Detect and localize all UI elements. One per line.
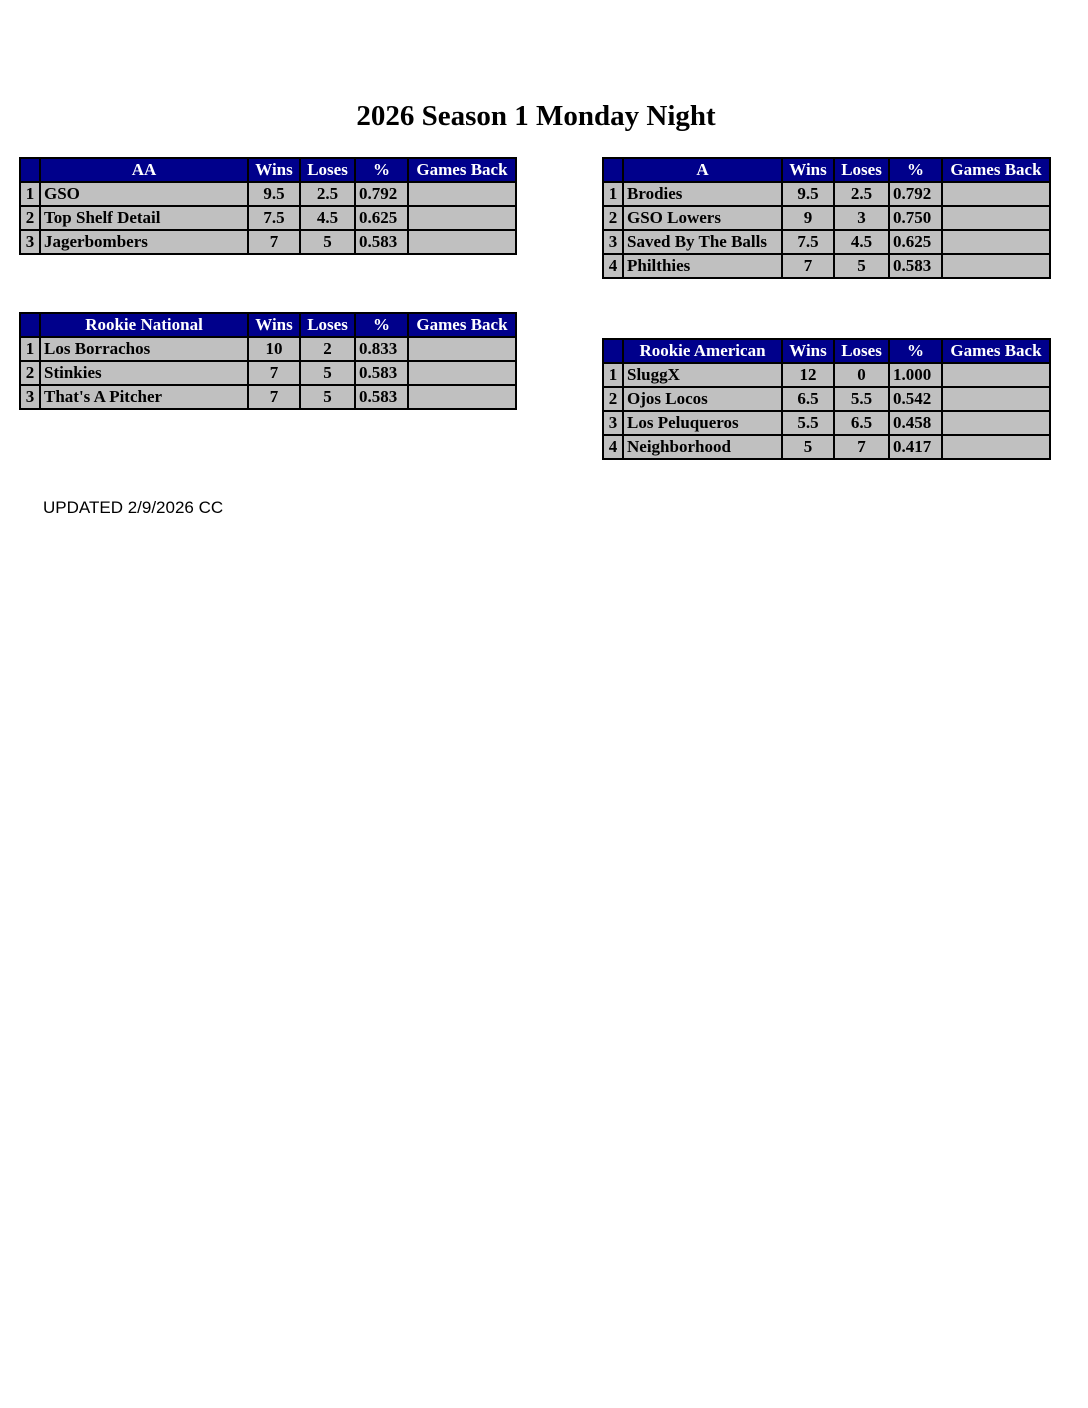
loses-cell: 2.5 — [300, 182, 355, 206]
games-back-header: Games Back — [942, 339, 1050, 363]
wins-cell: 7 — [248, 385, 300, 409]
wins-cell: 12 — [782, 363, 834, 387]
games-back-cell — [408, 385, 516, 409]
table-row — [20, 206, 516, 230]
loses-cell: 4.5 — [834, 230, 889, 254]
team-cell: Neighborhood — [623, 435, 782, 459]
wins-cell: 9.5 — [248, 182, 300, 206]
loses-cell: 4.5 — [300, 206, 355, 230]
rank-cell: 1 — [603, 182, 623, 206]
games-back-cell — [408, 337, 516, 361]
rank-cell: 3 — [20, 230, 40, 254]
team-cell: Los Peluqueros — [623, 411, 782, 435]
table-row — [20, 361, 516, 385]
games-back-cell — [942, 182, 1050, 206]
loses-cell: 5.5 — [834, 387, 889, 411]
loses-cell: 5 — [834, 254, 889, 278]
wins-cell: 9.5 — [782, 182, 834, 206]
team-cell: That's A Pitcher — [40, 385, 248, 409]
wins-cell: 7.5 — [782, 230, 834, 254]
games-back-cell — [942, 363, 1050, 387]
pct-cell: 0.625 — [889, 230, 942, 254]
table-row — [603, 182, 1050, 206]
games-back-header: Games Back — [408, 313, 516, 337]
games-back-cell — [942, 435, 1050, 459]
games-back-cell — [942, 206, 1050, 230]
table-row — [603, 230, 1050, 254]
pct-header: % — [355, 158, 408, 182]
team-cell: Top Shelf Detail — [40, 206, 248, 230]
rank-cell: 4 — [603, 254, 623, 278]
wins-cell: 5.5 — [782, 411, 834, 435]
rank-cell: 2 — [603, 387, 623, 411]
table-header-row — [603, 158, 1050, 182]
games-back-cell — [408, 182, 516, 206]
pct-cell: 0.458 — [889, 411, 942, 435]
team-cell: Jagerbombers — [40, 230, 248, 254]
wins-header: Wins — [782, 158, 834, 182]
standings-table-rookie-american — [602, 338, 1051, 460]
table-row — [603, 387, 1050, 411]
loses-cell: 5 — [300, 361, 355, 385]
rank-header — [603, 158, 623, 182]
loses-cell: 3 — [834, 206, 889, 230]
table-header-row — [20, 313, 516, 337]
loses-header: Loses — [300, 158, 355, 182]
rank-header — [20, 158, 40, 182]
games-back-header: Games Back — [408, 158, 516, 182]
games-back-cell — [942, 230, 1050, 254]
loses-cell: 6.5 — [834, 411, 889, 435]
wins-header: Wins — [248, 313, 300, 337]
games-back-cell — [942, 254, 1050, 278]
loses-cell: 5 — [300, 385, 355, 409]
wins-cell: 5 — [782, 435, 834, 459]
division-header: AA — [40, 158, 248, 182]
division-header: A — [623, 158, 782, 182]
wins-cell: 10 — [248, 337, 300, 361]
pct-header: % — [889, 339, 942, 363]
standings-table-rookie-national — [19, 312, 517, 410]
standings-table-aa — [19, 157, 517, 255]
page-title: 2026 Season 1 Monday Night — [356, 100, 716, 132]
pct-cell: 0.542 — [889, 387, 942, 411]
rank-cell: 3 — [20, 385, 40, 409]
pct-cell: 1.000 — [889, 363, 942, 387]
rank-cell: 2 — [20, 206, 40, 230]
rank-header — [603, 339, 623, 363]
wins-header: Wins — [248, 158, 300, 182]
rank-cell: 3 — [603, 230, 623, 254]
team-cell: GSO — [40, 182, 248, 206]
team-cell: Brodies — [623, 182, 782, 206]
table-row — [20, 337, 516, 361]
wins-cell: 6.5 — [782, 387, 834, 411]
table-row — [603, 254, 1050, 278]
pct-cell: 0.833 — [355, 337, 408, 361]
pct-cell: 0.583 — [355, 385, 408, 409]
division-header: Rookie American — [623, 339, 782, 363]
loses-cell: 0 — [834, 363, 889, 387]
loses-cell: 5 — [300, 230, 355, 254]
table-header-row — [603, 339, 1050, 363]
games-back-cell — [942, 387, 1050, 411]
loses-header: Loses — [834, 339, 889, 363]
pct-cell: 0.583 — [355, 361, 408, 385]
games-back-cell — [942, 411, 1050, 435]
pct-header: % — [355, 313, 408, 337]
pct-header: % — [889, 158, 942, 182]
table-header-row — [20, 158, 516, 182]
team-cell: Ojos Locos — [623, 387, 782, 411]
rank-cell: 2 — [603, 206, 623, 230]
rank-cell: 1 — [20, 337, 40, 361]
table-row — [603, 206, 1050, 230]
loses-cell: 2 — [300, 337, 355, 361]
wins-cell: 7 — [782, 254, 834, 278]
rank-cell: 2 — [20, 361, 40, 385]
pct-cell: 0.792 — [889, 182, 942, 206]
team-cell: Philthies — [623, 254, 782, 278]
table-row — [20, 182, 516, 206]
games-back-cell — [408, 361, 516, 385]
loses-cell: 2.5 — [834, 182, 889, 206]
loses-header: Loses — [834, 158, 889, 182]
rank-cell: 1 — [603, 363, 623, 387]
games-back-cell — [408, 206, 516, 230]
table-row — [603, 411, 1050, 435]
pct-cell: 0.417 — [889, 435, 942, 459]
wins-cell: 7 — [248, 230, 300, 254]
division-header: Rookie National — [40, 313, 248, 337]
team-cell: Saved By The Balls — [623, 230, 782, 254]
team-cell: SluggX — [623, 363, 782, 387]
rank-header — [20, 313, 40, 337]
table-row — [603, 363, 1050, 387]
rank-cell: 3 — [603, 411, 623, 435]
team-cell: Los Borrachos — [40, 337, 248, 361]
pct-cell: 0.583 — [889, 254, 942, 278]
pct-cell: 0.583 — [355, 230, 408, 254]
rank-cell: 1 — [20, 182, 40, 206]
standings-table-a — [602, 157, 1051, 279]
table-row — [20, 230, 516, 254]
pct-cell: 0.792 — [355, 182, 408, 206]
team-cell: Stinkies — [40, 361, 248, 385]
team-cell: GSO Lowers — [623, 206, 782, 230]
table-row — [603, 435, 1050, 459]
table-row — [20, 385, 516, 409]
loses-header: Loses — [300, 313, 355, 337]
loses-cell: 7 — [834, 435, 889, 459]
games-back-cell — [408, 230, 516, 254]
wins-cell: 7.5 — [248, 206, 300, 230]
wins-cell: 7 — [248, 361, 300, 385]
games-back-header: Games Back — [942, 158, 1050, 182]
pct-cell: 0.750 — [889, 206, 942, 230]
rank-cell: 4 — [603, 435, 623, 459]
wins-header: Wins — [782, 339, 834, 363]
wins-cell: 9 — [782, 206, 834, 230]
pct-cell: 0.625 — [355, 206, 408, 230]
updated-note: UPDATED 2/9/2026 CC — [43, 498, 224, 517]
